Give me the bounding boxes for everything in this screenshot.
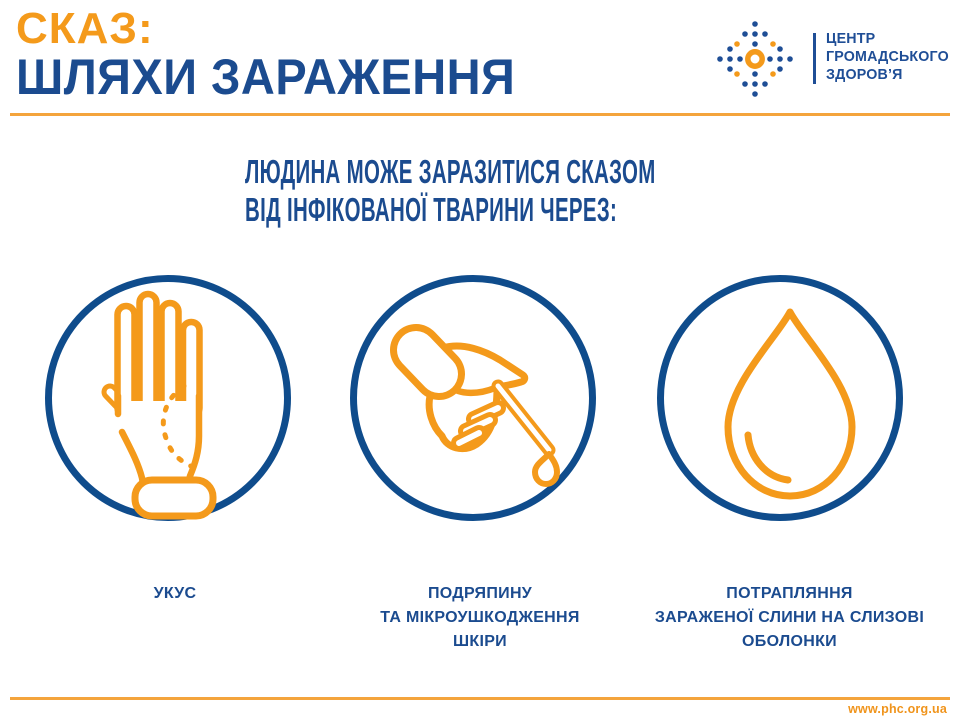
caption-scratch	[330, 582, 630, 654]
caption-line: УКУС	[153, 585, 197, 602]
saliva-drop-icon	[722, 305, 858, 503]
intro-line2: ВІД ІНФІКОВАНОЇ ТВАРИНИ ЧЕРЕЗ:	[245, 191, 618, 228]
caption-line: ШКІРИ	[453, 633, 507, 650]
caption-saliva	[632, 582, 947, 654]
logo-org-name	[826, 30, 949, 84]
logo-org-line1: ЦЕНТР	[826, 30, 876, 47]
footer-url: www.phc.org.ua	[848, 702, 947, 716]
scratch-microdamage-icon	[385, 318, 575, 488]
intro-text	[131, 153, 731, 229]
caption-line: ПОТРАПЛЯННЯ	[726, 585, 853, 602]
logo-org-line3: ЗДОРОВ’Я	[826, 66, 903, 83]
footer-divider	[10, 697, 950, 700]
caption-line: ЗАРАЖЕНОЇ СЛИНИ НА СЛИЗОВІ	[654, 609, 925, 626]
caption-line: ТА МІКРОУШКОДЖЕННЯ	[380, 609, 580, 626]
caption-bite	[25, 582, 325, 606]
caption-line: ОБОЛОНКИ	[742, 633, 837, 650]
page-title-line1: СКАЗ:	[16, 4, 154, 53]
page-title-line2: ШЛЯХИ ЗАРАЖЕННЯ	[16, 49, 516, 105]
phc-dot-diamond-logo-icon	[700, 4, 810, 114]
caption-line: ПОДРЯПИНУ	[427, 585, 533, 602]
intro-line1: ЛЮДИНА МОЖЕ ЗАРАЗИТИСЯ СКАЗОМ	[245, 153, 656, 190]
logo-org-line2: ГРОМАДСЬКОГО	[826, 48, 949, 65]
hand-bite-icon	[96, 286, 226, 526]
header-divider	[10, 113, 950, 116]
logo-separator	[813, 33, 816, 84]
